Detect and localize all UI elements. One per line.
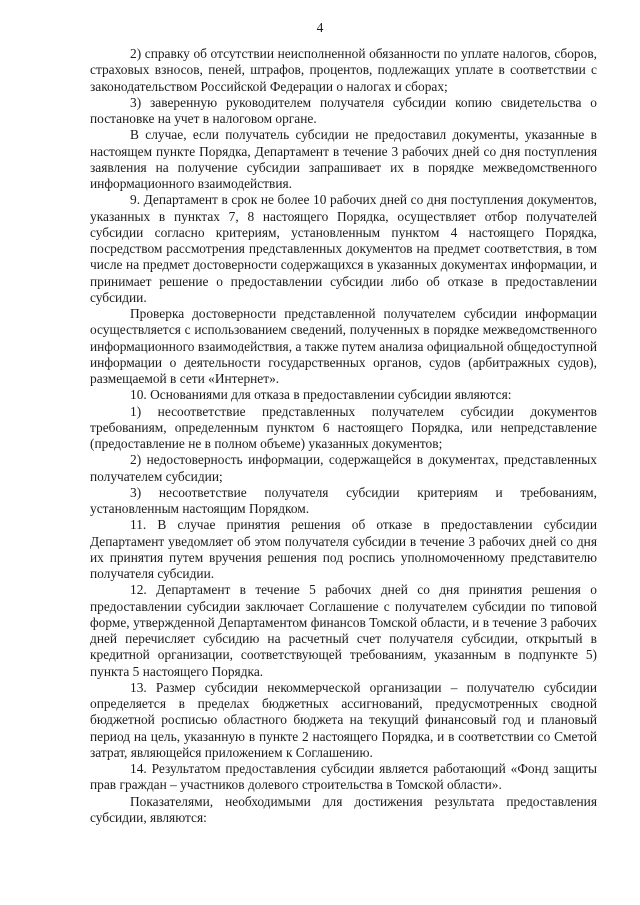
document-body <box>90 46 597 826</box>
paragraph-clause-10: 10. Основаниями для отказа в предоставлении субсидии являются: <box>130 387 512 403</box>
paragraph-clause-11: 11. В случае принятия решения об отказе в предоставлении субсидии Департамент уведомляет об этом получателя субсидии в течение 3 рабочих дней со дня их принятия путем вручения решения под роспись уполномоченному представителю получателя субсидии. <box>90 517 597 581</box>
paragraph-indicators: Показателями, необходимыми для достижения результата предоставления субсидии, являются: <box>90 793 597 825</box>
paragraph-clause-12: 12. Департамент в течение 5 рабочих дней со дня принятия решения о предоставлении субсидии заключает Соглашение с получателем субсидии по типовой форме, утвержденной Департаментом финансов Томской области, и в течение 3 рабочих дней перечисляет субсидию на расчетный счет получателя субсидии, открытый в кредитной организации, соответствующей требованиям, указанным в подпункте 5) пункта 5 настоящего Порядка. <box>90 582 597 679</box>
paragraph-missing-documents: В случае, если получатель субсидии не предоставил документы, указанные в настоящем пункте Порядка, Департамент в течение 3 рабочих дней со дня поступления заявления на получение субсидии запрашивает их в порядке межведомственного информационного взаимодействия. <box>90 127 597 191</box>
paragraph-item-3-registration-copy: 3) заверенную руководителем получателя субсидии копию свидетельства о постановке на учет в налоговом органе. <box>90 94 597 126</box>
paragraph-clause-13: 13. Размер субсидии некоммерческой организации – получателю субсидии определяется в пределах бюджетных ассигнований, предусмотренных сводной бюджетной росписью областного бюджета на текущий финансовый год и плановый период на цель, указанную в пункте 2 настоящего Порядка, и в соответствии со Сметой затрат, являющейся приложением к Соглашению. <box>90 679 597 760</box>
paragraph-refusal-ground-3: 3) несоответствие получателя субсидии критериям и требованиям, установленным настоящим Порядком. <box>90 484 597 516</box>
paragraph-refusal-ground-1: 1) несоответствие представленных получателем субсидии документов требованиям, определенным пунктом 6 настоящего Порядка, или непредставление (предоставление не в полном объеме) указанных документов; <box>90 403 597 451</box>
paragraph-clause-14: 14. Результатом предоставления субсидии является работающий «Фонд защиты прав граждан – участников долевого строительства в Томской области». <box>90 761 597 793</box>
page-number: 4 <box>316 20 324 35</box>
paragraph-verification: Проверка достоверности представленной получателем субсидии информации осуществляется с использованием сведений, полученных в порядке межведомственного информационного взаимодействия, а также путем анализа официальной общедоступной информации о деятельности государственных органов, судов (арбитражных судов), размещаемой в сети «Интернет». <box>90 306 597 386</box>
paragraph-refusal-ground-2: 2) недостоверность информации, содержащейся в документах, представленных получателем субсидии; <box>90 452 597 484</box>
paragraph-item-2-certificate: 2) справку об отсутствии неисполненной обязанности по уплате налогов, сборов, страховых взносов, пеней, штрафов, процентов, подлежащих уплате в соответствии с законодательством Российской Федерации о налогах и сборах; <box>90 46 597 94</box>
paragraph-clause-9: 9. Департамент в срок не более 10 рабочих дней со дня поступления документов, указанных в пунктах 7, 8 настоящего Порядка, осуществляет отбор получателей субсидии согласно критериям, установленным пунктом 4 настоящего Порядка, посредством рассмотрения представленных документов на предмет соответствия, в том числе на предмет достоверности содержащихся в указанных документах информации, и принимает решение о предоставлении субсидии либо об отказе в предоставлении субсидии. <box>90 192 597 305</box>
